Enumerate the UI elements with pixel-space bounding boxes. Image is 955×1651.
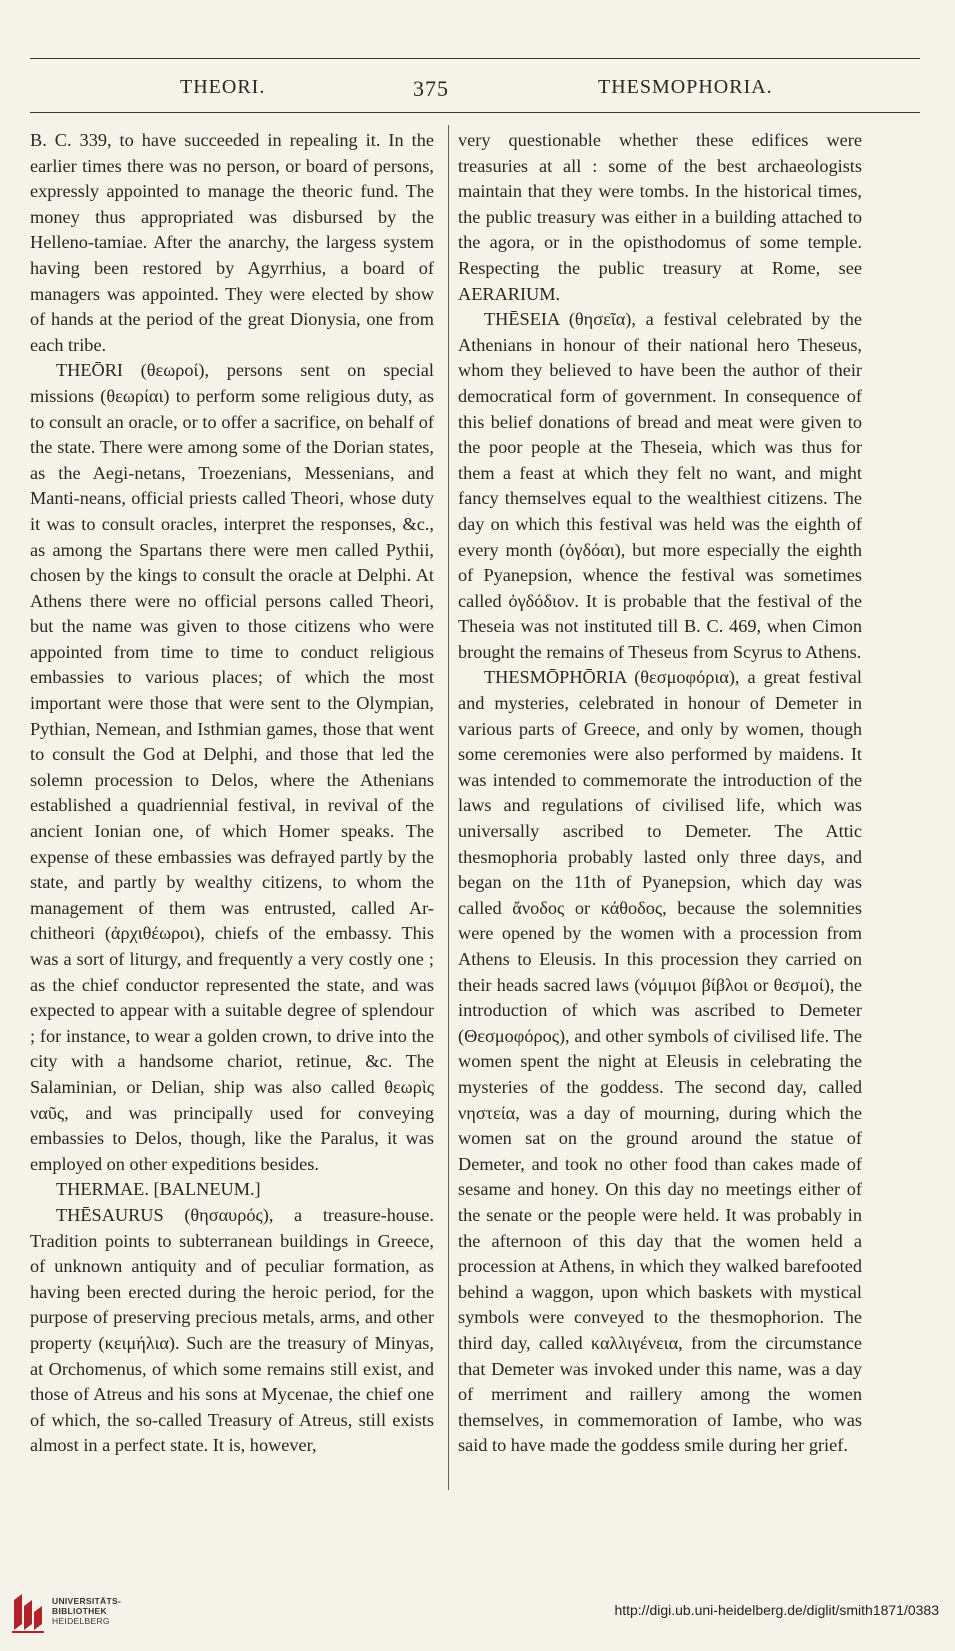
- source-url[interactable]: http://digi.ub.uni-heidelberg.de/diglit/smith1871/0383: [614, 1602, 939, 1618]
- library-name-line: HEIDELBERG: [52, 1616, 110, 1626]
- header-top-rule: [30, 58, 920, 59]
- running-head-right: THESMOPHORIA.: [598, 76, 773, 98]
- entry-thesaurus: THĒSAURUS (θησαυρός), a treasure-house. Tradition points to subterranean buildings in Greece, of unknown antiquity and of peculiar formation, as having been erected during the heroic period, for the purpose of preserving precious metals, arms, and other property (κειμήλια). Such are the treasury of Minyas, at Orchomenus, of which some remains still exist, and those of Atreus and his sons at Mycenae, the chief one of which, the so-called Treasury of Atreus, still exists almost in a perfect state. It is, however,: [30, 1204, 434, 1456]
- page-number: 375: [413, 76, 449, 101]
- entry-theseia: THĒSEIA (θησεῖα), a festival celebrated by the Athenians in honour of their national hero Theseus, whom they believed to have been the author of their democratical form of government. In consequence of this belief donations of bread and meat were given to the poor people at the Theseia, which was thus for them a feast at which they felt no want, and might fancy themselves equal to the wealthiest citizens. The day on which this festival was held was the eighth of every month (ὀγδόαι), but more especially the eighth of Pyanepsion, whence the festival was sometimes called ὀγδόδιον. It is probable that the festival of the Theseia was not instituted till B. C. 469, when Cimon brought the remains of Theseus from Scyrus to Athens.: [458, 309, 862, 662]
- entry-thesmophoria: THESMŌPHŌRIA (θεσμοφόρια), a great festival and mysteries, celebrated in honour of Demeter in various parts of Greece, and only by women, though some ceremonies were also performed by maidens. It was intended to commemorate the introduction of the laws and regulations of civilised life, which was universally ascribed to Demeter. The Attic thesmophoria probably lasted only three days, and began on the 11th of Pyanepsion, which day was called ἄνοδος or κάθοδος, because the solemnities were opened by the women with a procession from Athens to Eleusis. In this procession they carried on their heads sacred laws (νόμιμοι βίβλοι or θεσμοί), the introduction of which was ascribed to Demeter (Θεσμοφόρος), and other symbols of civilised life. The women spent the night at Eleusis in celebrating the mysteries of the goddess. The second day, called νηστεία, was a day of mourning, during which the women sat on the ground around the statue of Demeter, and took no other food than cakes made of sesame and honey. On this day no meetings either of the senate or the people were held. It was probably in the afternoon of this day that the women held a procession at Athens, in which they walked barefooted behind a waggon, upon which baskets with mystical symbols were conveyed to the thesmophorion. The third day, called καλλιγένεια, from the circumstance that Demeter was invoked under this name, was a day of merriment and raillery among the women themselves, in commemoration of Iambe, who was said to have made the goddess smile during her grief.: [458, 667, 862, 1456]
- column-divider: [448, 125, 449, 1490]
- library-name-line: BIBLIOTHEK: [52, 1606, 107, 1616]
- library-name-line: UNIVERSITÄTS-: [52, 1596, 122, 1606]
- running-head-left: THEORI.: [180, 76, 266, 98]
- library-name: [52, 1596, 121, 1626]
- paragraph: B. C. 339, to have succeeded in repealing it. In the earlier times there was no person, or board of persons, expressly appointed to manage the theoric fund. The money thus appropriated was disbursed by the Helleno-tamiae. After the anarchy, the largess system having been restored by Agyrrhius, a board of managers was appointed. They were elected by show of hands at the period of the great Dionysia, one from each tribe.: [30, 130, 434, 355]
- header-bottom-rule: [30, 112, 920, 113]
- footer: [0, 1582, 955, 1651]
- entry-theori: THEŌRI (θεωροί), persons sent on special missions (θεωρίαι) to perform some religious duty, as to consult an oracle, or to offer a sacrifice, on behalf of the state. There were among some of the Dorian states, as the Aegi-netans, Troezenians, Messenians, and Manti-neans, official priests called Theori, whose duty it was to consult oracles, interpret the responses, &c., as among the Spartans there were men called Pythii, chosen by the kings to consult the oracle at Delphi. At Athens there were no official persons called Theori, but the name was given to those citizens who were appointed from time to time to conduct religious embassies to various places; of which the most important were those that were sent to the Olympian, Pythian, Nemean, and Isthmian games, those that went to consult the God at Delphi, and those that led the solemn procession to Delos, where the Athenians established a quadriennial festival, in revival of the ancient Ionian one, of which Homer speaks. The expense of these embassies was defrayed partly by the state, and partly by wealthy citizens, to whom the management of them was entrusted, called Ar-chitheori (ἀρχιθέωροι), chiefs of the embassy. This was a sort of liturgy, and frequently a very costly one ; as the chief conductor represented the state, and was expected to appear with a suitable degree of splendour ; for instance, to wear a golden crown, to drive into the city with a handsome chariot, retinue, &c. The Salaminian, or Delian, ship was also called θεωρὶς ναῦς, and was principally used for conveying embassies to Delos, though, like the Paralus, it was employed on other expeditions besides.: [30, 360, 434, 1174]
- right-column: [458, 128, 862, 1459]
- heidelberg-library-logo-icon: [8, 1590, 48, 1636]
- entry-thermae: THERMAE. [BALNEUM.]: [56, 1179, 261, 1200]
- left-column: [30, 128, 434, 1459]
- paragraph: very questionable whether these edifices were treasuries at all : some of the best archaeologists maintain that they were tombs. In the historical times, the public treasury was either in a building attached to the agora, or in the opisthodomus of some temple. Respecting the public treasury at Rome, see AERARIUM.: [458, 130, 862, 304]
